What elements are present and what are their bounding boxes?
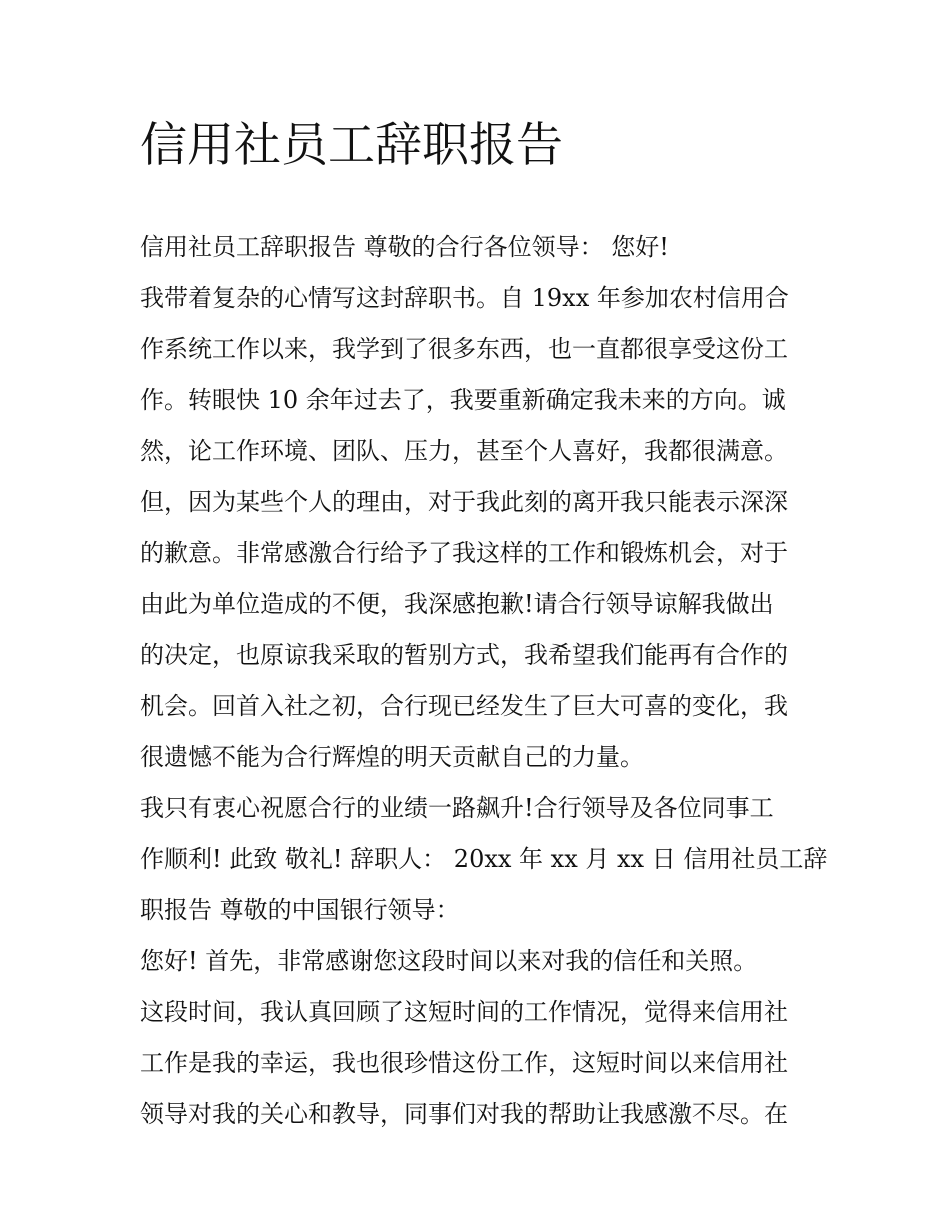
body-line: 信用社员工辞职报告 尊敬的合行各位领导： 您好!: [140, 233, 669, 261]
body-line: 我只有衷心祝愿合行的业绩一路飙升!合行领导及各位同事工: [140, 794, 774, 822]
body-line: 的决定，也原谅我采取的暂别方式，我希望我们能再有合作的: [140, 641, 788, 669]
body-line: 但，因为某些个人的理由，对于我此刻的离开我只能表示深深: [140, 488, 788, 516]
body-line: 由此为单位造成的不便，我深感抱歉!请合行领导谅解我做出: [140, 590, 774, 618]
body-line: 职报告 尊敬的中国银行领导：: [140, 896, 460, 924]
body-line: 作系统工作以来，我学到了很多东西，也一直都很享受这份工: [140, 335, 788, 363]
body-line: 工作是我的幸运，我也很珍惜这份工作，这短时间以来信用社: [140, 1049, 788, 1077]
document-title: 信用社员工辞职报告: [140, 118, 563, 173]
body-line: 然，论工作环境、团队、压力，甚至个人喜好，我都很满意。: [140, 437, 788, 465]
body-line: 领导对我的关心和教导，同事们对我的帮助让我感激不尽。在: [140, 1100, 788, 1128]
body-line: 这段时间，我认真回顾了这短时间的工作情况，觉得来信用社: [140, 998, 788, 1026]
body-line: 作顺利! 此致 敬礼! 辞职人： 20xx 年 xx 月 xx 日 信用社员工辞: [140, 845, 828, 873]
document-body: [140, 222, 828, 1140]
body-line: 您好! 首先，非常感谢您这段时间以来对我的信任和关照。: [140, 947, 758, 975]
body-line: 我带着复杂的心情写这封辞职书。自 19xx 年参加农村信用合: [140, 284, 789, 312]
body-line: 的歉意。非常感激合行给予了我这样的工作和锻炼机会，对于: [140, 539, 788, 567]
body-line: 作。转眼快 10 余年过去了，我要重新确定我未来的方向。诚: [140, 386, 786, 414]
body-line: 很遗憾不能为合行辉煌的明天贡献自己的力量。: [140, 743, 644, 771]
body-line: 机会。回首入社之初，合行现已经发生了巨大可喜的变化，我: [140, 692, 788, 720]
